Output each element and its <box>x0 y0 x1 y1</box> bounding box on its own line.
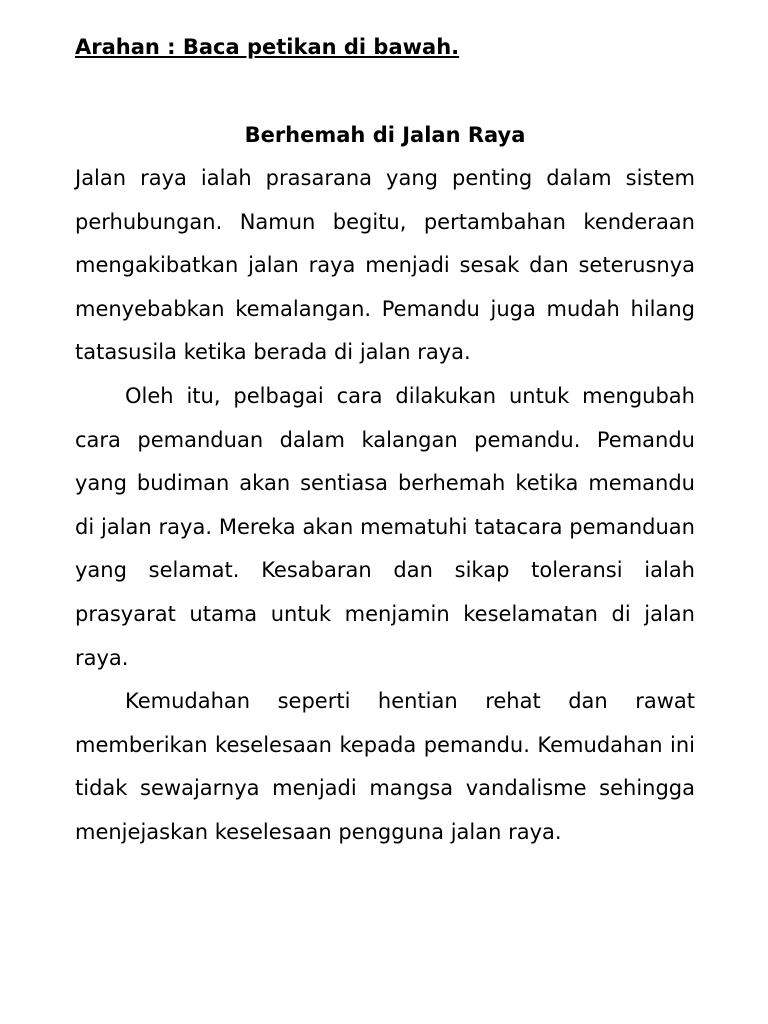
passage-title: Berhemah di Jalan Raya <box>244 123 526 147</box>
paragraph-3: Kemudahan seperti hentian rehat dan rawat memberikan keselesaan kepada pemandu. Kemudahan ini tidak sewajarnya menjadi mangsa vandalisme sehingga menjejaskan keselesaan pengguna jalan raya. <box>75 689 695 844</box>
passage-body <box>75 157 695 855</box>
paragraph-1: Jalan raya ialah prasarana yang penting dalam sistem perhubungan. Namun begitu, pertambahan kenderaan mengakibatkan jalan raya menjadi sesak dan seterusnya menyebabkan kemalangan. Pemandu juga mudah hilang tatasusila ketika berada di jalan raya. <box>75 166 695 365</box>
paragraph-2: Oleh itu, pelbagai cara dilakukan untuk mengubah cara pemanduan dalam kalangan pemandu. Pemandu yang budiman akan sentiasa berhemah ketika memandu di jalan raya. Mereka akan mematuhi tatacara pemanduan yang selamat. Kesabaran dan sikap toleransi ialah prasyarat utama untuk menjamin keselamatan di jalan raya. <box>75 383 695 670</box>
instruction-heading: Arahan : Baca petikan di bawah. <box>75 35 460 59</box>
